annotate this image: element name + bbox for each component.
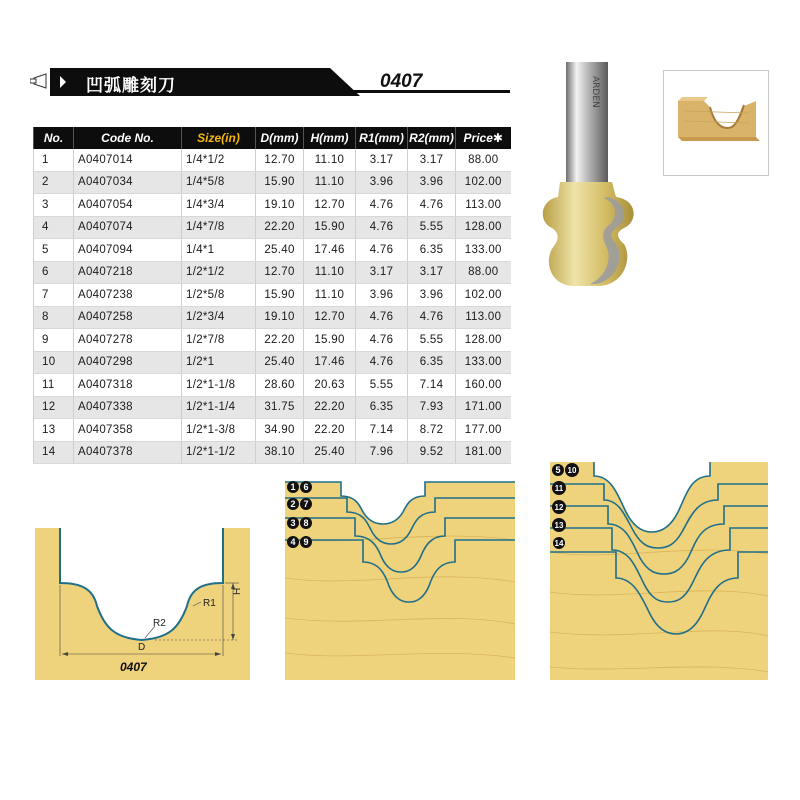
cell-r2-mm: 5.55 xyxy=(408,216,456,239)
table-header-row xyxy=(34,127,511,149)
cell-r2-mm: 6.35 xyxy=(408,239,456,262)
cell-d-mm: 15.90 xyxy=(256,171,304,194)
table-row xyxy=(34,329,511,352)
cell-d-mm: 38.10 xyxy=(256,441,304,464)
cell-d-mm: 22.20 xyxy=(256,329,304,352)
cell-d-mm: 31.75 xyxy=(256,396,304,419)
cell-row-no: 12 xyxy=(34,396,74,419)
cell-d-mm: 25.40 xyxy=(256,239,304,262)
cell-row-no: 1 xyxy=(34,149,74,171)
cell-d-mm: 34.90 xyxy=(256,419,304,442)
cell-row-no: 2 xyxy=(34,171,74,194)
cell-r2-mm: 3.17 xyxy=(408,149,456,171)
cell-size: 1/4*5/8 xyxy=(182,171,256,194)
table-row xyxy=(34,171,511,194)
cell-r2-mm: 9.52 xyxy=(408,441,456,464)
cell-code-no: A0407014 xyxy=(74,149,182,171)
cell-h-mm: 11.10 xyxy=(304,171,356,194)
dimension-diagram xyxy=(35,528,250,680)
cell-d-mm: 19.10 xyxy=(256,194,304,217)
badge-13: 13 xyxy=(554,521,564,530)
cell-r1-mm: 6.35 xyxy=(356,396,408,419)
cell-price: 88.00 xyxy=(456,149,511,171)
cell-h-mm: 11.10 xyxy=(304,261,356,284)
cell-r1-mm: 3.96 xyxy=(356,171,408,194)
badge-10: 10 xyxy=(567,466,577,475)
cell-d-mm: 15.90 xyxy=(256,284,304,307)
cell-row-no: 7 xyxy=(34,284,74,307)
column-header: Price✱ xyxy=(456,127,511,149)
cell-r1-mm: 4.76 xyxy=(356,216,408,239)
column-header: Size(in) xyxy=(182,127,256,149)
table-row xyxy=(34,194,511,217)
cell-size: 1/2*1-1/8 xyxy=(182,374,256,397)
cell-code-no: A0407298 xyxy=(74,351,182,374)
badge-1: 1 xyxy=(290,482,296,492)
cell-price: 128.00 xyxy=(456,329,511,352)
cell-row-no: 11 xyxy=(34,374,74,397)
cell-row-no: 5 xyxy=(34,239,74,262)
cell-code-no: A0407278 xyxy=(74,329,182,352)
cell-code-no: A0407238 xyxy=(74,284,182,307)
dim-label-r1: R1 xyxy=(203,598,216,609)
cell-size: 1/4*1/2 xyxy=(182,149,256,171)
cell-code-no: A0407094 xyxy=(74,239,182,262)
badge-2: 2 xyxy=(290,499,296,509)
cell-r2-mm: 7.93 xyxy=(408,396,456,419)
cell-h-mm: 22.20 xyxy=(304,396,356,419)
cell-r2-mm: 5.55 xyxy=(408,329,456,352)
cell-size: 1/2*1-3/8 xyxy=(182,419,256,442)
table-row xyxy=(34,351,511,374)
badge-4: 4 xyxy=(290,537,296,547)
cell-d-mm: 28.60 xyxy=(256,374,304,397)
cell-d-mm: 22.20 xyxy=(256,216,304,239)
badge-group-1 xyxy=(286,480,326,550)
table-row xyxy=(34,261,511,284)
cell-r2-mm: 8.72 xyxy=(408,419,456,442)
cell-code-no: A0407034 xyxy=(74,171,182,194)
cell-h-mm: 22.20 xyxy=(304,419,356,442)
cell-price: 102.00 xyxy=(456,284,511,307)
cell-price: 181.00 xyxy=(456,441,511,464)
cell-r1-mm: 4.76 xyxy=(356,351,408,374)
table-row xyxy=(34,441,511,464)
cell-size: 1/2*1-1/4 xyxy=(182,396,256,419)
cell-row-no: 10 xyxy=(34,351,74,374)
cell-price: 133.00 xyxy=(456,239,511,262)
cell-r2-mm: 3.96 xyxy=(408,171,456,194)
cell-row-no: 4 xyxy=(34,216,74,239)
cell-h-mm: 17.46 xyxy=(304,351,356,374)
table-row xyxy=(34,419,511,442)
cell-price: 128.00 xyxy=(456,216,511,239)
cell-size: 1/2*5/8 xyxy=(182,284,256,307)
badge-14: 14 xyxy=(554,539,564,548)
cell-r2-mm: 4.76 xyxy=(408,194,456,217)
cell-code-no: A0407358 xyxy=(74,419,182,442)
dim-label-h: H xyxy=(232,587,243,595)
cell-price: 102.00 xyxy=(456,171,511,194)
cell-d-mm: 19.10 xyxy=(256,306,304,329)
cell-r1-mm: 4.76 xyxy=(356,306,408,329)
cell-h-mm: 20.63 xyxy=(304,374,356,397)
cell-size: 1/4*7/8 xyxy=(182,216,256,239)
cell-h-mm: 11.10 xyxy=(304,149,356,171)
cell-r1-mm: 4.76 xyxy=(356,329,408,352)
cell-r1-mm: 3.17 xyxy=(356,261,408,284)
cell-r1-mm: 3.17 xyxy=(356,149,408,171)
router-bit-image xyxy=(520,62,655,322)
table-row xyxy=(34,374,511,397)
cell-size: 1/2*1-1/2 xyxy=(182,441,256,464)
shank-brand-text: ARDEN xyxy=(590,76,600,108)
dim-label-r2: R2 xyxy=(153,618,166,629)
cell-d-mm: 12.70 xyxy=(256,261,304,284)
cell-size: 1/4*3/4 xyxy=(182,194,256,217)
table-row xyxy=(34,306,511,329)
diagram-code-label: 0407 xyxy=(120,660,147,674)
column-header: H(mm) xyxy=(304,127,356,149)
product-code: 0407 xyxy=(380,71,423,92)
column-header: D(mm) xyxy=(256,127,304,149)
cell-r2-mm: 3.96 xyxy=(408,284,456,307)
table-row xyxy=(34,284,511,307)
badge-11: 11 xyxy=(554,484,564,493)
column-header: No. xyxy=(34,127,74,149)
cell-size: 1/2*1 xyxy=(182,351,256,374)
cell-r2-mm: 6.35 xyxy=(408,351,456,374)
cell-r2-mm: 3.17 xyxy=(408,261,456,284)
cell-size: 1/2*1/2 xyxy=(182,261,256,284)
cell-h-mm: 11.10 xyxy=(304,284,356,307)
column-header: Code No. xyxy=(74,127,182,149)
cell-row-no: 14 xyxy=(34,441,74,464)
cell-r1-mm: 7.96 xyxy=(356,441,408,464)
cut-sample-photo xyxy=(663,70,769,176)
cell-size: 1/4*1 xyxy=(182,239,256,262)
table-row xyxy=(34,396,511,419)
cell-code-no: A0407338 xyxy=(74,396,182,419)
cell-price: 113.00 xyxy=(456,194,511,217)
badge-8: 8 xyxy=(303,518,309,528)
table-row xyxy=(34,239,511,262)
cell-price: 160.00 xyxy=(456,374,511,397)
cell-price: 177.00 xyxy=(456,419,511,442)
cell-price: 88.00 xyxy=(456,261,511,284)
cell-code-no: A0407318 xyxy=(74,374,182,397)
badge-6: 6 xyxy=(303,482,309,492)
cell-r2-mm: 7.14 xyxy=(408,374,456,397)
cell-r1-mm: 4.76 xyxy=(356,194,408,217)
cell-h-mm: 12.70 xyxy=(304,306,356,329)
badge-9: 9 xyxy=(303,537,309,547)
column-header: R2(mm) xyxy=(408,127,456,149)
cell-price: 113.00 xyxy=(456,306,511,329)
cell-row-no: 6 xyxy=(34,261,74,284)
badge-12: 12 xyxy=(554,503,564,512)
cell-code-no: A0407218 xyxy=(74,261,182,284)
cell-code-no: A0407378 xyxy=(74,441,182,464)
dim-label-d: D xyxy=(138,642,146,653)
cell-row-no: 13 xyxy=(34,419,74,442)
cell-r1-mm: 7.14 xyxy=(356,419,408,442)
cell-row-no: 9 xyxy=(34,329,74,352)
cell-price: 133.00 xyxy=(456,351,511,374)
cell-h-mm: 12.70 xyxy=(304,194,356,217)
cell-r2-mm: 4.76 xyxy=(408,306,456,329)
cell-r1-mm: 4.76 xyxy=(356,239,408,262)
table-row xyxy=(34,149,511,171)
cell-d-mm: 25.40 xyxy=(256,351,304,374)
table-row xyxy=(34,216,511,239)
spec-table xyxy=(33,127,511,464)
cell-row-no: 8 xyxy=(34,306,74,329)
badge-3: 3 xyxy=(290,518,296,528)
cell-code-no: A0407054 xyxy=(74,194,182,217)
cell-row-no: 3 xyxy=(34,194,74,217)
cell-size: 1/2*7/8 xyxy=(182,329,256,352)
cell-size: 1/2*3/4 xyxy=(182,306,256,329)
cell-r1-mm: 3.96 xyxy=(356,284,408,307)
page-title: 凹弧雕刻刀 xyxy=(86,76,176,96)
cell-h-mm: 25.40 xyxy=(304,441,356,464)
cell-price: 171.00 xyxy=(456,396,511,419)
cell-h-mm: 15.90 xyxy=(304,329,356,352)
column-header: R1(mm) xyxy=(356,127,408,149)
badge-group-2 xyxy=(551,463,587,549)
cell-h-mm: 15.90 xyxy=(304,216,356,239)
cell-code-no: A0407258 xyxy=(74,306,182,329)
cell-r1-mm: 5.55 xyxy=(356,374,408,397)
cell-code-no: A0407074 xyxy=(74,216,182,239)
cell-d-mm: 12.70 xyxy=(256,149,304,171)
badge-5: 5 xyxy=(555,465,561,475)
badge-7: 7 xyxy=(303,499,309,509)
cell-h-mm: 17.46 xyxy=(304,239,356,262)
